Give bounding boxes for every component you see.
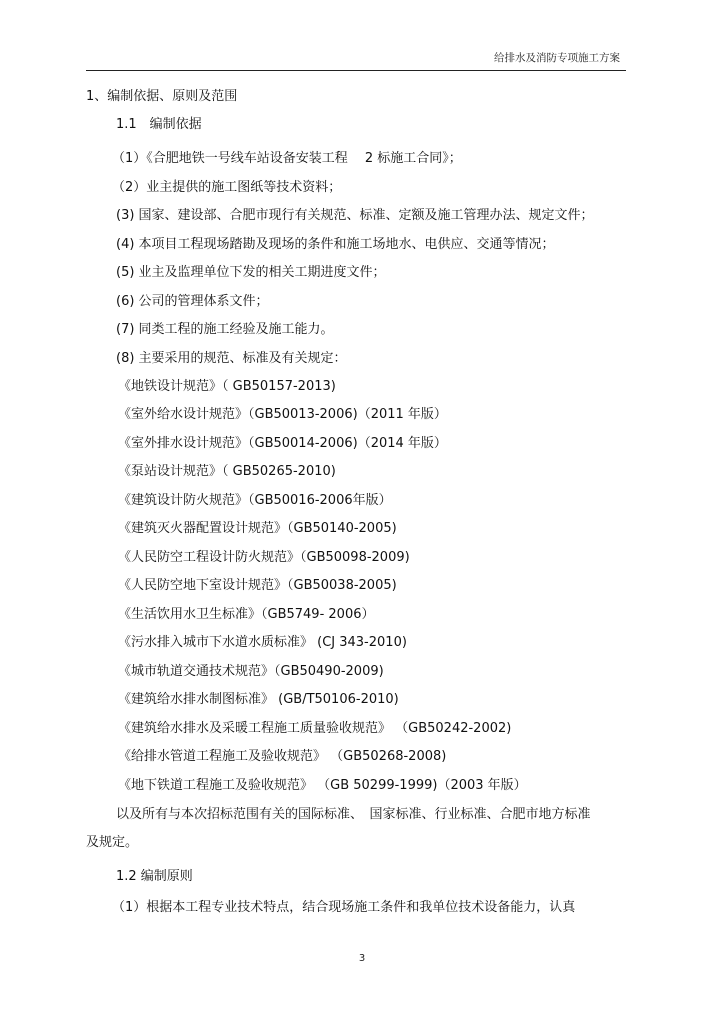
standard-item: 《污水排入城市下水道水质标准》 (CJ 343-2010)	[118, 635, 407, 650]
basis-item: （1）《合肥地铁一号线车站设备安装工程 2 标施工合同》；	[112, 151, 462, 166]
standard-item: 《人民防空工程设计防火规范》（GB50098-2009)	[118, 550, 410, 565]
basis-item: (3) 国家、建设部、合肥市现行有关规范、标准、定额及施工管理办法、规定文件；	[116, 208, 594, 223]
standard-item: 《城市轨道交通技术规范》（GB50490-2009)	[118, 664, 384, 679]
standard-item: 《泵站设计规范》（ GB50265-2010)	[118, 464, 336, 479]
basis-item: (4) 本项目工程现场踏勘及现场的条件和施工场地水、电供应、交通等情况；	[116, 237, 555, 252]
header-rule	[86, 70, 626, 71]
standard-item: 《建筑给水排水制图标准》 (GB/T50106-2010)	[118, 692, 399, 707]
basis-item: (6) 公司的管理体系文件；	[116, 294, 269, 309]
subsection-heading: 1.1 编制依据	[116, 117, 202, 132]
standard-item: 《建筑灭火器配置设计规范》（GB50140-2005)	[118, 521, 397, 536]
closing-paragraph-line: 以及所有与本次招标范围有关的国际标准、 国家标准、行业标准、合肥市地方标准	[116, 807, 591, 822]
standard-item: 《建筑给水排水及采暖工程施工质量验收规范》 （GB50242-2002)	[118, 721, 512, 736]
section-heading: 1、编制依据、原则及范围	[86, 89, 238, 104]
running-header: 给排水及消防专项施工方案	[494, 52, 620, 64]
basis-item: (7) 同类工程的施工经验及施工能力。	[116, 322, 334, 337]
closing-paragraph-line: 及规定。	[86, 835, 139, 850]
subsection-heading: 1.2 编制原则	[116, 869, 193, 884]
basis-item: (8) 主要采用的规范、标准及有关规定：	[116, 351, 347, 366]
principle-item: （1）根据本工程专业技术特点，结合现场施工条件和我单位技术设备能力，认真	[112, 900, 576, 915]
page-number: 3	[358, 953, 366, 964]
standard-item: 《生活饮用水卫生标准》（GB5749- 2006）	[118, 607, 375, 622]
basis-item: （2）业主提供的施工图纸等技术资料；	[112, 180, 342, 195]
standard-item: 《地下铁道工程施工及验收规范》 （GB 50299-1999)（2003 年版）	[118, 778, 527, 793]
standard-item: 《地铁设计规范》（ GB50157-2013)	[118, 379, 336, 394]
standard-item: 《室外给水设计规范》（GB50013-2006)（2011 年版）	[118, 407, 447, 422]
basis-item: (5) 业主及监理单位下发的相关工期进度文件；	[116, 265, 386, 280]
standard-item: 《人民防空地下室设计规范》（GB50038-2005)	[118, 578, 397, 593]
standard-item: 《给排水管道工程施工及验收规范》 （GB50268-2008)	[118, 749, 447, 764]
standard-item: 《室外排水设计规范》（GB50014-2006)（2014 年版）	[118, 436, 447, 451]
standard-item: 《建筑设计防火规范》（GB50016-2006年版）	[118, 493, 392, 508]
